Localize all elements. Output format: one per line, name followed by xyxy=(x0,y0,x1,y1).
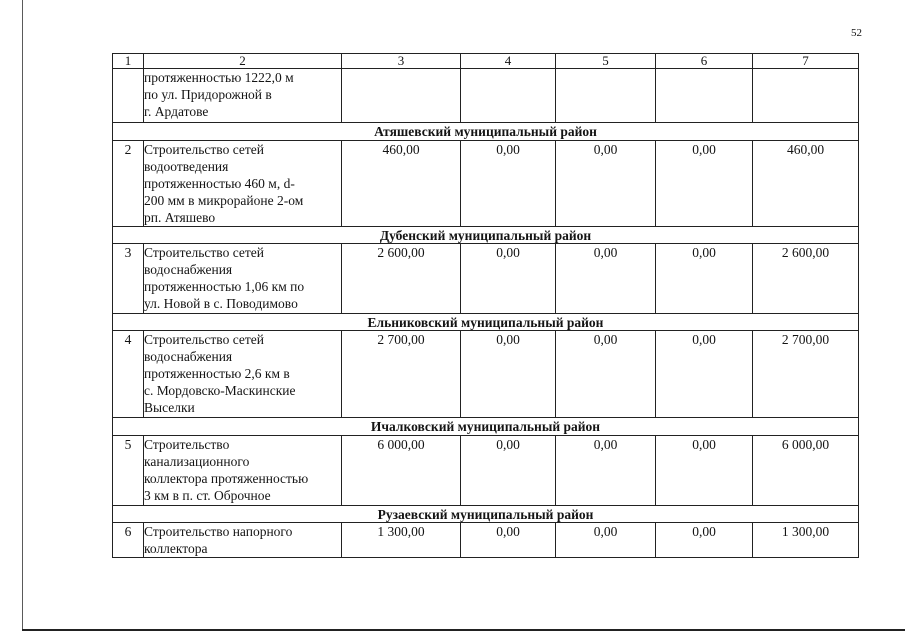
table-row xyxy=(113,523,859,558)
section-header-row xyxy=(113,418,859,436)
scan-edge-left-line xyxy=(22,0,23,631)
value-cell xyxy=(342,69,461,123)
row-number: 4 xyxy=(113,331,144,418)
value-col5: 0,00 xyxy=(556,244,656,314)
value-col5: 0,00 xyxy=(556,141,656,227)
value-col5: 0,00 xyxy=(556,523,656,558)
row-number: 2 xyxy=(113,141,144,227)
section-header-row xyxy=(113,123,859,141)
value-col4: 0,00 xyxy=(461,436,556,506)
row-description: Строительство сетей водоотведения протяженностью 460 м, d- 200 мм в микрорайоне 2-ом рп. Атяшево xyxy=(144,141,342,227)
header-cell-2: 2 xyxy=(144,54,342,69)
section-header-row xyxy=(113,227,859,244)
value-col7: 2 700,00 xyxy=(753,331,859,418)
value-col7: 460,00 xyxy=(753,141,859,227)
row-number: 6 xyxy=(113,523,144,558)
value-col4: 0,00 xyxy=(461,141,556,227)
row-number: 5 xyxy=(113,436,144,506)
section-title: Ичалковский муниципальный район xyxy=(113,418,859,436)
value-col7: 1 300,00 xyxy=(753,523,859,558)
row-description: Строительство сетей водоснабжения протяженностью 2,6 км в с. Мордовско-Маскинские Выселки xyxy=(144,331,342,418)
page-number: 52 xyxy=(851,27,862,39)
section-header-row xyxy=(113,314,859,331)
table-header-row xyxy=(113,54,859,69)
value-col4: 0,00 xyxy=(461,244,556,314)
table-row xyxy=(113,436,859,506)
value-col6: 0,00 xyxy=(656,244,753,314)
row-description: Строительство напорного коллектора xyxy=(144,523,342,558)
value-col5: 0,00 xyxy=(556,436,656,506)
scan-edge-bottom-line xyxy=(22,629,905,631)
value-col7: 2 600,00 xyxy=(753,244,859,314)
value-col7: 6 000,00 xyxy=(753,436,859,506)
value-cell xyxy=(556,69,656,123)
value-col6: 0,00 xyxy=(656,436,753,506)
header-cell-5: 5 xyxy=(556,54,656,69)
table-row xyxy=(113,141,859,227)
header-cell-6: 6 xyxy=(656,54,753,69)
value-col4: 0,00 xyxy=(461,523,556,558)
value-col6: 0,00 xyxy=(656,331,753,418)
budget-table xyxy=(112,53,859,558)
section-title: Ельниковский муниципальный район xyxy=(113,314,859,331)
header-cell-7: 7 xyxy=(753,54,859,69)
table-row xyxy=(113,331,859,418)
row-description: Строительство сетей водоснабжения протяженностью 1,06 км по ул. Новой в с. Поводимово xyxy=(144,244,342,314)
value-col3: 460,00 xyxy=(342,141,461,227)
value-col5: 0,00 xyxy=(556,331,656,418)
section-title: Рузаевский муниципальный район xyxy=(113,506,859,523)
table-row xyxy=(113,244,859,314)
section-title: Дубенский муниципальный район xyxy=(113,227,859,244)
value-cell xyxy=(461,69,556,123)
section-header-row xyxy=(113,506,859,523)
value-cell xyxy=(753,69,859,123)
value-col3: 1 300,00 xyxy=(342,523,461,558)
value-col3: 2 600,00 xyxy=(342,244,461,314)
row-description: протяженностью 1222,0 м по ул. Придорожной в г. Ардатове xyxy=(144,69,342,123)
row-number: 3 xyxy=(113,244,144,314)
section-title: Атяшевский муниципальный район xyxy=(113,123,859,141)
value-col3: 2 700,00 xyxy=(342,331,461,418)
value-col3: 6 000,00 xyxy=(342,436,461,506)
value-col6: 0,00 xyxy=(656,523,753,558)
table-row-continuation xyxy=(113,69,859,123)
value-col4: 0,00 xyxy=(461,331,556,418)
row-description: Строительство канализационного коллектора протяженностью 3 км в п. ст. Оброчное xyxy=(144,436,342,506)
value-cell xyxy=(656,69,753,123)
header-cell-4: 4 xyxy=(461,54,556,69)
header-cell-1: 1 xyxy=(113,54,144,69)
header-cell-3: 3 xyxy=(342,54,461,69)
row-number-cell xyxy=(113,69,144,123)
value-col6: 0,00 xyxy=(656,141,753,227)
